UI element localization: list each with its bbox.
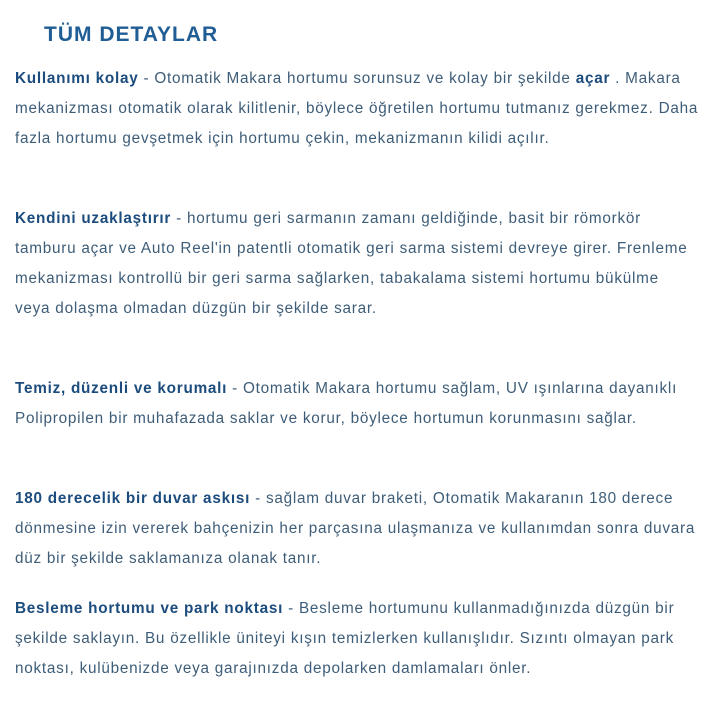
- feature-self-retracting: [15, 204, 699, 324]
- feature-text: - hortumu geri sarmanın zamanı geldiğinde, basit bir römorkör tamburu açar ve Auto Reel'in patentli otomatik geri sarma sistemi devreye girer. Frenleme mekanizması kontrollü bir geri sarma sağlarken, tabakalama sistemi hortumu bükülme veya dolaşma olmadan düzgün bir şekilde sarar.: [15, 210, 688, 317]
- feature-title: 180 derecelik bir duvar askısı: [15, 490, 251, 507]
- feature-clean-tidy-protected: [15, 374, 699, 434]
- feature-text: - sağlam duvar braketi, Otomatik Makaranın 180 derece dönmesine izin vererek bahçenizin her parçasına ulaşmanıza ve kullanımdan sonra duvara düz bir şekilde saklamanıza olanak tanır.: [15, 490, 696, 567]
- feature-text: - Besleme hortumunu kullanmadığınızda düzgün bir şekilde saklayın. Bu özellikle üniteyi kışın temizlerken kullanışlıdır. Sızıntı olmayan park noktası, kulübenizde veya garajınızda depolarken damlamaları önler.: [15, 600, 675, 677]
- page-title: TÜM DETAYLAR: [44, 23, 219, 46]
- feature-title: Kendini uzaklaştırır: [15, 210, 172, 227]
- feature-title: Kullanımı kolay: [15, 70, 139, 87]
- feature-bold-word: açar: [575, 70, 611, 87]
- feature-supply-hose-park: [15, 594, 699, 684]
- feature-text: - Otomatik Makara hortumu sorunsuz ve kolay bir şekilde: [138, 70, 576, 87]
- feature-title: Besleme hortumu ve park noktası: [15, 600, 284, 617]
- feature-text: - Otomatik Makara hortumu sağlam, UV ışınlarına dayanıklı Polipropilen bir muhafazada saklar ve korur, böylece hortumun korunmasını sağlar.: [15, 380, 678, 427]
- feature-easy-to-use: [15, 64, 699, 154]
- feature-title: Temiz, düzenli ve korumalı: [15, 380, 228, 397]
- feature-text-continued: . Makara mekanizması otomatik olarak kilitlenir, böylece öğretilen hortumu tutmanız gerekmez. Daha fazla hortumu gevşetmek için hortumu çekin, mekanizmanın kilidi açılır.: [15, 70, 699, 147]
- feature-wall-bracket: [15, 484, 699, 574]
